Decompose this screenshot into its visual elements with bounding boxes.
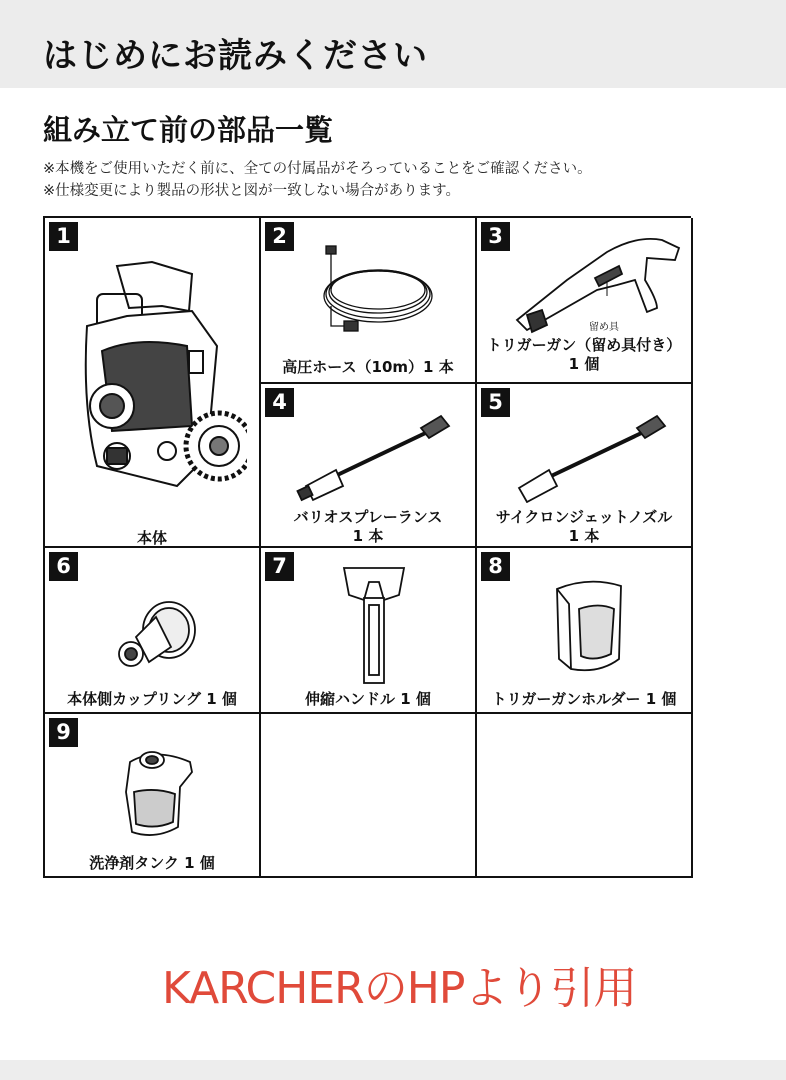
- pressure-washer-body-icon: [67, 256, 247, 506]
- part-cell-5: [477, 384, 693, 548]
- part-number-badge: 3: [481, 222, 510, 251]
- part-name-text: トリガーガン（留め具付き）: [486, 336, 682, 354]
- part-name: トリガーガンホルダー 1 個: [491, 690, 677, 708]
- note-accessories: ※本機をご使用いただく前に、全ての付属品がそろっていることをご確認ください。: [43, 161, 592, 177]
- part-number-badge: 6: [49, 552, 78, 581]
- part-cell-7: [261, 548, 477, 714]
- note-spec-change: ※仕様変更により製品の形状と図が一致しない場合があります。: [43, 183, 460, 199]
- part-number-badge: 5: [481, 388, 510, 417]
- part-quantity: 1 個: [568, 355, 600, 373]
- part-cell-1: [45, 218, 261, 548]
- part-name: 本体側カップリング 1 個: [67, 690, 237, 708]
- telescopic-handle-icon: [339, 560, 409, 685]
- coupling-icon: [111, 592, 201, 677]
- empty-cell: [477, 714, 693, 878]
- part-cell-8: [477, 548, 693, 714]
- part-number-badge: 4: [265, 388, 294, 417]
- part-quantity: 1 本: [568, 527, 600, 545]
- part-cell-9: [45, 714, 261, 878]
- part-number-badge: 9: [49, 718, 78, 747]
- part-number-badge: 1: [49, 222, 78, 251]
- part-name: 伸縮ハンドル 1 個: [305, 690, 431, 708]
- part-number-badge: 2: [265, 222, 294, 251]
- section-title: 組み立て前の部品一覧: [43, 113, 334, 147]
- part-name: [261, 508, 475, 546]
- part-name-text: サイクロンジェットノズル: [495, 508, 673, 526]
- part-name: 高圧ホース（10m）1 本: [282, 358, 454, 376]
- hose-icon: [316, 244, 436, 339]
- part-quantity: 1 本: [352, 527, 384, 545]
- part-number-badge: 7: [265, 552, 294, 581]
- part-name: [477, 508, 691, 546]
- part-name-text: バリオスプレーランス: [293, 508, 443, 526]
- part-cell-3: [477, 218, 693, 384]
- part-name: [477, 336, 691, 374]
- part-cell-4: [261, 384, 477, 548]
- part-number-badge: 8: [481, 552, 510, 581]
- cyclone-jet-nozzle-icon: [507, 408, 677, 503]
- part-name: 本体: [136, 529, 167, 547]
- part-cell-6: [45, 548, 261, 714]
- footer-band: [0, 1060, 786, 1080]
- vario-spray-lance-icon: [291, 408, 461, 503]
- detergent-tank-icon: [120, 742, 200, 842]
- part-name: 洗浄剤タンク 1 個: [89, 854, 215, 872]
- page-title: はじめにお読みください: [43, 36, 428, 76]
- parts-grid: [43, 216, 691, 878]
- empty-cell: [261, 714, 477, 878]
- trigger-gun-holder-icon: [549, 574, 629, 679]
- clip-callout-label: 留め具: [589, 322, 619, 333]
- source-credit: KARCHERのHPより引用: [162, 963, 637, 1014]
- part-cell-2: [261, 218, 477, 384]
